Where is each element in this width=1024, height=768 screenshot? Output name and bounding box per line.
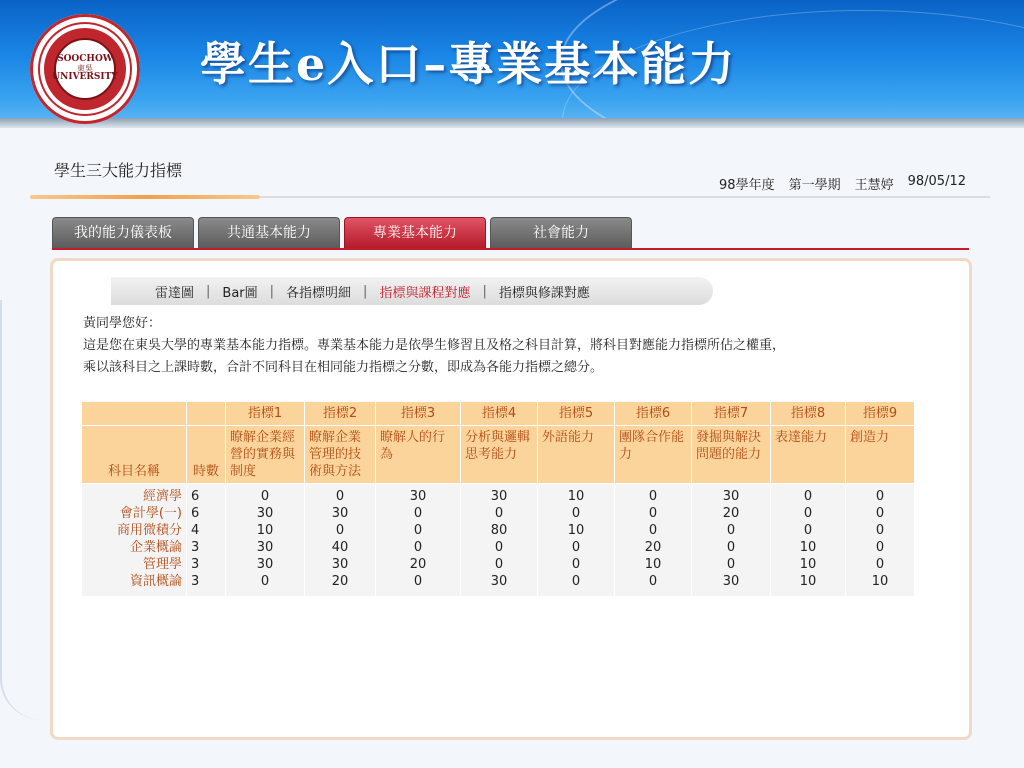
subnav-indicator-detail[interactable]: 各指標明細 [286,285,352,301]
sub-navigation [111,277,713,305]
subnav-separator: | [363,283,368,299]
indicator-5-description: 外語能力 [538,426,614,483]
tab-social-abilities[interactable]: 社會能力 [490,217,632,248]
score-value: 20 [644,540,662,555]
greeting-line-1: 這是您在東吳大學的專業基本能力指標。專業基本能力是依學生修習且及格之科目計算，將科目對應能力指標所佔之權重， [83,338,786,353]
score-value: 30 [409,489,427,504]
score-value: 20 [331,574,349,589]
tab-common-abilities[interactable]: 共通基本能力 [198,217,340,248]
score-value: 0 [803,523,813,538]
score-value: 10 [567,489,585,504]
subject-name: 經濟學 [142,489,182,504]
indicator-1-description: 瞭解企業經營的實務與制度 [226,426,304,483]
score-value: 10 [256,523,274,538]
score-value: 0 [648,523,658,538]
hours-value: 3 [191,574,200,589]
indicator-5-scores [538,484,614,596]
score-value: 30 [331,557,349,572]
score-value: 0 [803,506,813,521]
score-value: 0 [413,506,423,521]
indicator-8-description: 表達能力 [771,426,845,483]
score-value: 0 [726,540,736,555]
title-underline-accent [30,195,260,199]
score-value: 40 [331,540,349,555]
score-value: 30 [722,489,740,504]
subnav-bar-chart[interactable]: Bar圖 [222,285,258,301]
hours-cell [187,484,225,596]
date: 98/05/12 [907,174,966,189]
score-value: 10 [799,574,817,589]
indicator-8-label: 指標8 [771,402,845,425]
score-value: 0 [335,523,345,538]
subject-names-cell [82,484,186,596]
score-value: 10 [799,557,817,572]
student-name: 王慧婷 [854,178,894,193]
indicator-1-scores [226,484,304,596]
score-value: 30 [256,557,274,572]
score-value: 10 [799,540,817,555]
indicator-3-scores [376,484,460,596]
score-value: 80 [490,523,508,538]
subject-name: 商用微積分 [116,523,182,538]
subject-name: 管理學 [142,557,182,572]
greeting-text [83,313,953,379]
score-value: 0 [726,523,736,538]
logo-core [54,38,116,100]
academic-year: 98學年度 [719,178,775,193]
score-value: 0 [571,574,581,589]
tab-professional-abilities[interactable]: 專業基本能力 [344,217,486,248]
indicator-2-label: 指標2 [305,402,375,425]
student-meta [719,174,966,193]
score-value: 0 [413,540,423,555]
indicator-7-description: 發掘與解決問題的能力 [692,426,770,483]
hours-value: 4 [191,523,200,538]
indicator-6-scores [615,484,691,596]
score-value: 30 [490,574,508,589]
score-value: 0 [648,506,658,521]
indicator-6-label: 指標6 [615,402,691,425]
logo-ring [44,28,126,110]
background-decoration [0,300,42,720]
score-value: 0 [648,574,658,589]
score-value: 0 [494,506,504,521]
hours-value: 6 [191,506,200,521]
table-row [82,484,914,596]
score-value: 0 [803,489,813,504]
indicator-2-description: 瞭解企業管理的技術與方法 [305,426,375,483]
column-hours: 時數 [187,426,225,483]
content-panel [50,258,972,740]
indicator-8-scores [771,484,845,596]
score-value: 0 [494,540,504,555]
indicator-9-description: 創造力 [846,426,914,483]
indicator-5-label: 指標5 [538,402,614,425]
score-value: 30 [256,540,274,555]
table-header-blank [187,402,225,425]
score-value: 20 [409,557,427,572]
score-value: 0 [571,540,581,555]
logo-text-line1: SOOCHOW [57,53,113,64]
page-title: 學生三大能力指標 [54,161,183,180]
tab-dashboard[interactable]: 我的能力儀表板 [52,217,194,248]
indicator-7-scores [692,484,770,596]
score-value: 0 [413,574,423,589]
indicator-7-label: 指標7 [692,402,770,425]
score-value: 0 [571,557,581,572]
subject-name: 資訊概論 [129,574,182,589]
greeting-line-2: 乘以該科目之上課時數，合計不同科目在相同能力指標之分數，即成為各能力指標之總分。 [83,360,604,375]
main-tabs [52,217,632,248]
hours-value: 3 [191,557,200,572]
score-value: 30 [256,506,274,521]
indicator-9-scores [846,484,914,596]
score-value: 0 [875,523,885,538]
indicator-course-table [81,401,915,597]
subject-name: 會計學(一) [119,506,182,521]
score-value: 30 [722,574,740,589]
indicator-3-description: 瞭解人的行為 [376,426,460,483]
score-value: 0 [648,489,658,504]
indicator-4-description: 分析與邏輯思考能力 [461,426,537,483]
hours-value: 6 [191,489,200,504]
score-value: 0 [875,506,885,521]
score-value: 0 [875,489,885,504]
subnav-radar-chart[interactable]: 雷達圖 [155,285,195,301]
indicator-3-label: 指標3 [376,402,460,425]
tab-underline [52,248,969,250]
logo-text-line2: UNIVERSITY [52,72,118,83]
subnav-separator: | [482,283,487,299]
app-title: 學生e入口–專業基本能力 [200,37,737,91]
logo-seal-text: 東吳 [77,63,93,73]
score-value: 0 [335,489,345,504]
column-subject-name: 科目名稱 [82,426,186,483]
score-value: 10 [567,523,585,538]
table-header-blank [82,402,186,425]
subnav-separator: | [206,283,211,299]
score-value: 20 [722,506,740,521]
indicator-1-label: 指標1 [226,402,304,425]
banner-divider [0,118,1024,128]
score-value: 10 [871,574,889,589]
score-value: 10 [644,557,662,572]
score-value: 0 [260,574,270,589]
subject-name: 企業概論 [129,540,182,555]
subnav-indicator-course-mapping[interactable]: 指標與課程對應 [379,285,471,301]
score-value: 30 [490,489,508,504]
table-description-row [82,426,914,483]
university-logo [30,14,140,124]
indicator-4-label: 指標4 [461,402,537,425]
subnav-separator: | [269,283,275,299]
score-value: 0 [875,557,885,572]
indicator-4-scores [461,484,537,596]
score-value: 0 [494,557,504,572]
subnav-indicator-enrollment-mapping[interactable]: 指標與修課對應 [498,285,590,301]
title-underline [260,196,990,198]
score-value: 0 [413,523,423,538]
score-value: 0 [726,557,736,572]
semester: 第一學期 [788,178,841,193]
score-value: 0 [260,489,270,504]
table-header-row [82,402,914,425]
indicator-9-label: 指標9 [846,402,914,425]
score-value: 30 [331,506,349,521]
hours-value: 3 [191,540,200,555]
indicator-6-description: 團隊合作能力 [615,426,691,483]
score-value: 0 [571,506,581,521]
greeting-salutation: 黃同學您好： [83,316,162,331]
score-value: 0 [875,540,885,555]
indicator-2-scores [305,484,375,596]
